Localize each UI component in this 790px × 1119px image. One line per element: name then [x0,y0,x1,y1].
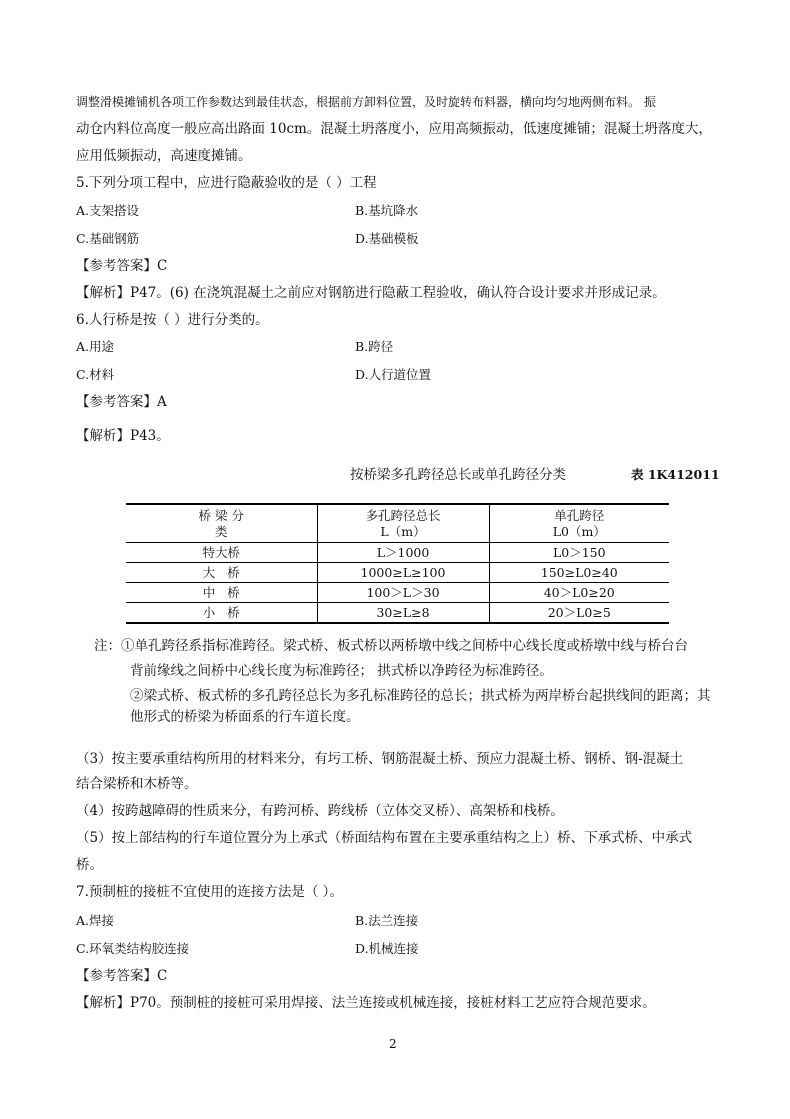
row-type: 中 桥 [126,583,317,603]
q5-option-b: B.基坑降水 [355,203,419,218]
item-4: （4）按跨越障碍的性质来分，有跨河桥、跨线桥（立体交叉桥）、高架桥和栈桥。 [76,803,564,819]
note-1-line-1: 注：①单孔跨径系指标准跨径。梁式桥、板式桥以两桥墩中线之间桥中心线长度或桥墩中线与桥台台 [94,638,688,654]
q7-analysis: 【解析】P70。预制桩的接桩可采用焊接、法兰连接或机械连接，接桩材料工艺应符合规范要求。 [76,995,656,1011]
table-row [126,563,669,583]
table-row [126,543,669,563]
item-3-line-1: （3）按主要承重结构所用的材料来分，有圬工桥、钢筋混凝土桥、预应力混凝土桥、钢桥、钢-混凝土 [76,751,684,767]
q7-answer: 【参考答案】C [76,968,168,984]
q5-option-a: A.支架搭设 [76,203,140,218]
table-row [126,603,669,624]
q7-option-c: C.环氧类结构胶连接 [76,941,190,956]
header-cell-type [126,504,317,543]
intro-line-1: 调整滑模摊铺机各项工作参数达到最佳状态，根据前方卸料位置，及时旋转布料器，横向均匀地两侧布料。 振 [76,95,656,109]
q7-question: 7.预制桩的接桩不宜使用的连接方法是（ ）。 [76,884,343,900]
header-total-line2: L（m） [380,523,426,539]
q6-analysis: 【解析】P43。 [76,428,170,444]
intro-line-3: 应用低频振动，高速度摊铺。 [76,148,252,164]
q5-option-d: D.基础模板 [355,231,419,246]
header-total-line1: 多孔跨径总长 [365,507,441,523]
bridge-classification-table [126,503,669,624]
q5-analysis: 【解析】P47。(6) 在浇筑混凝土之前应对钢筋进行隐蔽工程验收，确认符合设计要求并形成记录。 [76,285,666,301]
row-single: 150≥L0≥40 [489,563,669,583]
row-type: 特大桥 [126,543,317,563]
header-cell-single [489,504,669,543]
q6-option-a: A.用途 [76,339,115,354]
table-row [126,583,669,603]
q6-option-c: C.材料 [76,367,115,382]
q6-question: 6.人行桥是按（ ）进行分类的。 [76,312,269,328]
header-single-line2: L0（m） [552,523,606,539]
note-2-line-1: ②梁式桥、板式桥的多孔跨径总长为多孔标准跨径的总长；拱式桥为两岸桥台起拱线间的距离；其 [130,688,711,704]
table-caption: 按桥梁多孔跨径总长或单孔跨径分类 [350,467,566,483]
row-single: L0＞150 [489,543,669,563]
header-type-line2: 类 [214,523,228,539]
note-2-line-2: 他形式的桥梁为桥面系的行车道长度。 [130,709,360,725]
item-5-line-2: 桥。 [76,857,103,873]
row-type: 小 桥 [126,603,317,624]
q7-option-d: D.机械连接 [355,941,419,956]
note-1-line-2: 背前缘线之间桥中心线长度为标准跨径； 拱式桥以净跨径为标准跨径。 [130,663,553,679]
q7-option-b: B.法兰连接 [355,913,419,928]
q5-question: 5.下列分项工程中，应进行隐蔽验收的是（ ）工程 [76,175,377,191]
q6-option-b: B.跨径 [355,339,394,354]
row-total: L＞1000 [317,543,489,563]
table-header-row [126,504,669,543]
row-single: 40＞L0≥20 [489,583,669,603]
intro-line-2: 动仓内料位高度一般应高出路面 10cm。混凝土坍落度小，应用高频振动，低速度摊铺；混凝土坍落度大， [76,121,712,137]
item-5-line-1: （5）按上部结构的行车道位置分为上承式（桥面结构布置在主要承重结构之上）桥、下承式桥、中承式 [76,830,693,846]
row-single: 20＞L0≥5 [489,603,669,624]
q7-option-a: A.焊接 [76,913,115,928]
row-type: 大 桥 [126,563,317,583]
row-total: 1000≥L≥100 [317,563,489,583]
q5-answer: 【参考答案】C [76,258,168,274]
row-total: 30≥L≥8 [317,603,489,624]
q6-answer: 【参考答案】A [76,394,167,410]
item-3-line-2: 结合梁桥和木桥等。 [76,776,198,792]
page-number: 2 [389,1037,397,1051]
header-single-line1: 单孔跨径 [554,507,605,523]
q6-option-d: D.人行道位置 [355,367,432,382]
table-number: 表 1K412011 [631,467,720,482]
row-total: 100＞L＞30 [317,583,489,603]
header-type-line1: 桥 梁 分 [198,507,244,523]
q5-option-c: C.基础钢筋 [76,231,140,246]
header-cell-total [317,504,489,543]
